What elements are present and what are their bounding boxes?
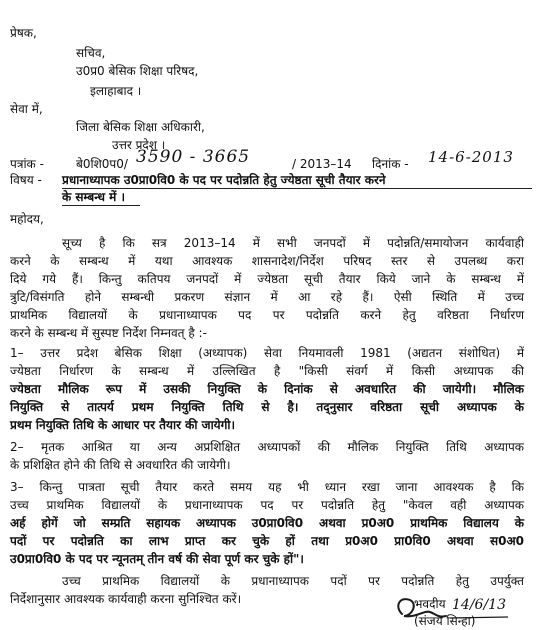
paragraph-1-line: करने के सम्बन्ध में यथा आवश्यक शासनादेश/निर्देश परिषद स्तर से उपलब्ध करा — [10, 254, 524, 268]
recipient-designation: जिला बेसिक शिक्षा अधिकारी, — [76, 120, 205, 134]
valediction: भवदीय — [414, 597, 446, 611]
paragraph-1-line: प्राथमिक विद्यालयों के प्रधानाध्यापक पद पर पदोन्नति करने हेतु वरिष्ठता निर्धारण — [10, 308, 524, 322]
reference-year: / 2013–14 — [292, 157, 352, 171]
paragraph-1-line: करने के सम्बन्ध में सुस्पष्ट निर्देश निम्नवत् है :- — [10, 326, 207, 340]
reference-label: पत्रांक - — [10, 157, 44, 171]
point-2-line: के प्रशिक्षित होने की तिथि से अवधारित की जायेगी। — [10, 458, 231, 472]
point-1-line: ज्येष्ठता निर्धारण के सम्बन्ध में उल्लिखित है "किसी संवर्ग में किसी अध्यापक की — [10, 364, 524, 378]
point-3-line: उच्च प्राथमिक विद्यालयों के प्रधानाध्यापक पद पर पदोन्नति हेतु "केवल वही अध्यापक — [10, 498, 524, 512]
point-3-line: पदों पर पदोन्नति का लाभ प्राप्त कर चुके हों तथा प्र0अ0 प्रा0वि0 अथवा स0अ0 — [10, 534, 524, 548]
reference-handwritten-number: 3590 - 3665 — [136, 147, 251, 167]
paragraph-1-line: दिये गये हैं। किन्तु कतिपय जनपदों में ज्येष्ठता सूची तैयार किये जाने के सम्बन्ध में — [10, 272, 524, 286]
subject-underline-1 — [62, 188, 532, 189]
point-1-line: 1– उत्तर प्रदेश बेसिक शिक्षा (अध्यापक) सेवा नियमावली 1981 (अद्यतन संशोधित) में — [10, 346, 524, 360]
paragraph-1-line: त्रुटि/विसंगति होने सम्बन्धी प्रकरण संज्ञान में आ रहे हैं। ऐसी स्थिति में उच्च — [10, 290, 524, 304]
point-1-line: ज्येष्ठता मौलिक रूप में उसकी नियुक्ति के दिनांक से अवधारित की जायेगी। मौलिक — [10, 382, 524, 396]
point-1-line: नियुक्ति से तात्पर्य प्रथम नियुक्ति तिथि से है। तद्नुसार वरिष्ठता सूची अध्यापक के — [10, 400, 524, 414]
recipient-label: सेवा में, — [10, 102, 43, 116]
reference-date-label: दिनांक - — [372, 157, 409, 171]
signature-date: 14/6/13 — [452, 597, 506, 613]
sender-office: उ0प्र0 बेसिक शिक्षा परिषद, — [76, 64, 199, 78]
sender-city: इलाहाबाद । — [90, 84, 142, 98]
signatory-name: (संजय सिन्हा) — [414, 614, 476, 628]
subject-underline-2 — [62, 205, 140, 206]
point-1-line: प्रथम नियुक्ति तिथि के आधार पर तैयार की जायेगी। — [10, 418, 236, 432]
final-paragraph-line: निर्देशानुसार आवश्यक कार्यवाही करना सुनिश्चित करें। — [10, 592, 242, 606]
subject-line-2: के सम्बन्ध में । — [62, 190, 126, 204]
subject-line-1: प्रधानाध्यापक उ0प्रा0वि0 के पद पर पदोन्नति हेतु ज्येष्ठता सूची तैयार करने — [62, 173, 386, 187]
sender-designation: सचिव, — [76, 46, 106, 60]
recipient-state: उत्तर प्रदेश । — [112, 138, 166, 152]
point-3-line: उ0प्रा0वि0 के पद पर न्यूनतम् तीन वर्ष की सेवा पूर्ण कर चुके हों"। — [10, 552, 304, 566]
salutation: महोदय, — [10, 212, 44, 226]
subject-label: विषय - — [10, 173, 42, 187]
paragraph-1-line: सूच्य है कि सत्र 2013–14 में सभी जनपदों में पदोन्नति/समायोजन कार्यवाही — [62, 236, 524, 250]
reference-handwritten-date: 14-6-2013 — [428, 148, 514, 166]
sender-label: प्रेषक, — [10, 26, 37, 40]
point-2-line: 2– मृतक आश्रित या अन्य अप्रशिक्षित अध्यापकों की मौलिक नियुक्ति तिथि अध्यापक — [10, 440, 524, 454]
final-paragraph-line: उच्च प्राथमिक विद्यालयों के प्रधानाध्यापक पदों पर पदोन्नति हेतु उपर्युक्त — [62, 574, 524, 588]
reference-prefix: बे0शि0प0/ — [76, 157, 128, 171]
point-3-line: 3– किन्तु पात्रता सूची तैयार करते समय यह भी ध्यान रखा जाना आवश्यक है कि — [10, 480, 524, 494]
point-3-line: अर्ह होगें जो सम्प्रति सहायक अध्यापक उ0प्रा0वि0 अथवा प्र0अ0 प्राथमिक विद्यालय के — [10, 516, 524, 530]
